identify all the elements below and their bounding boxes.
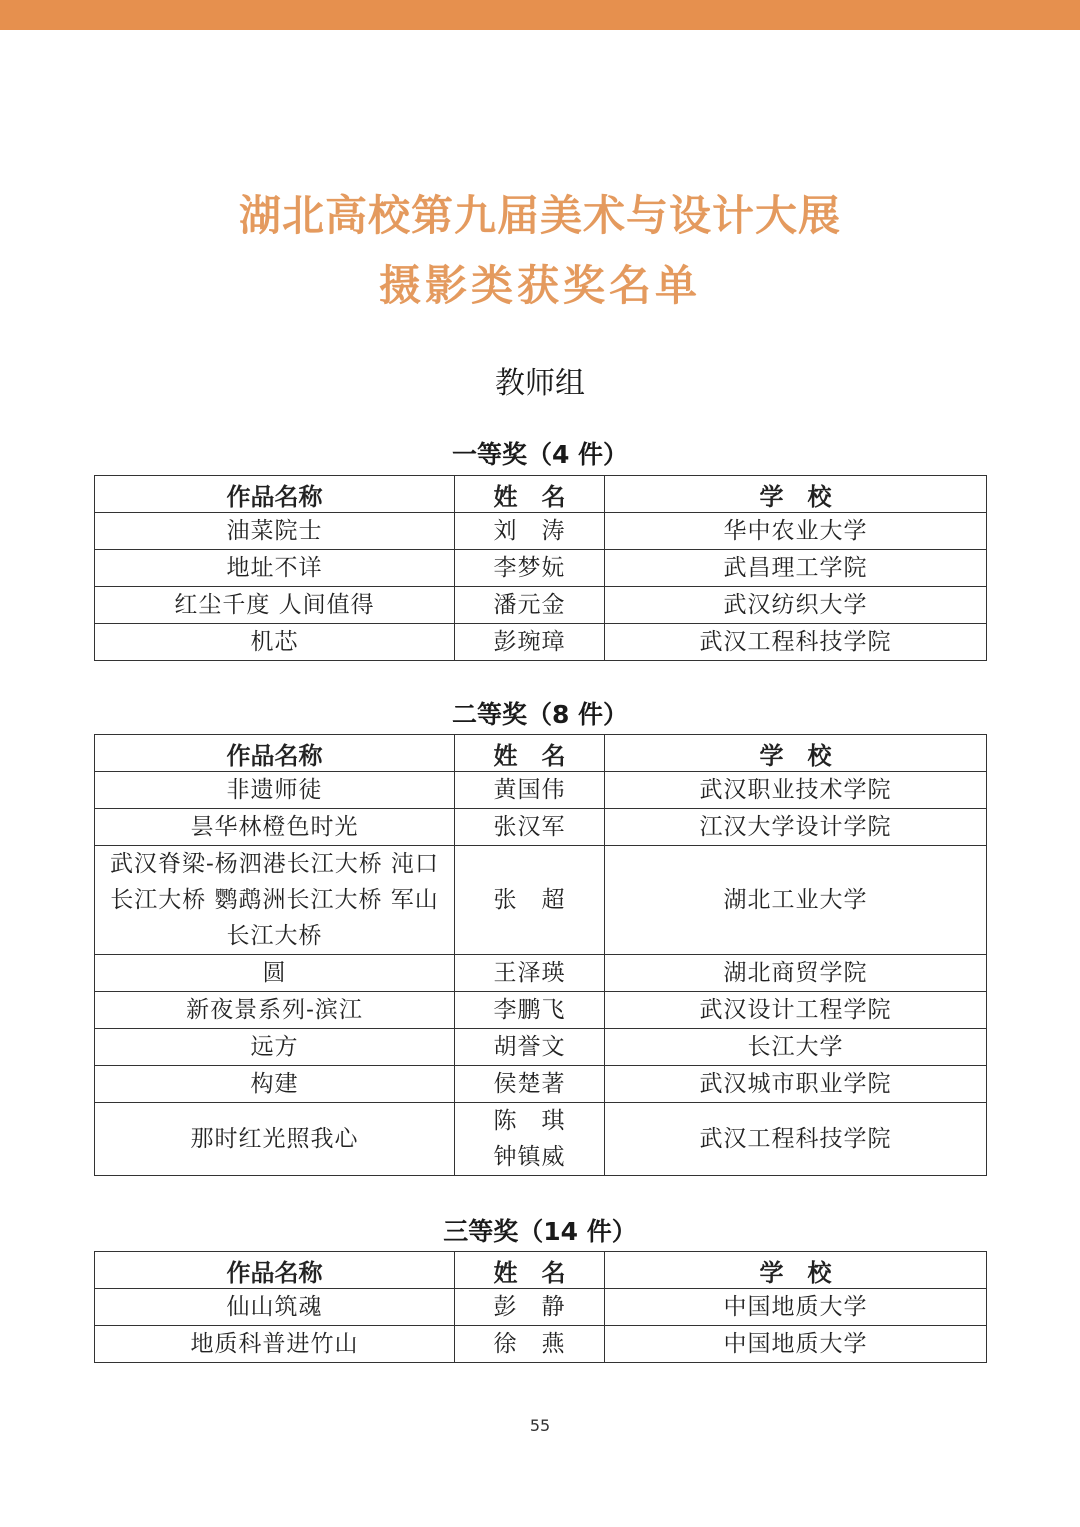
work-cell: 地质科普进竹山 (95, 1326, 455, 1363)
page-title-line2: 摄影类获奖名单 (378, 261, 701, 310)
name-cell: 李鹏飞 (455, 992, 605, 1029)
school-cell: 华中农业大学 (605, 513, 987, 550)
school-cell: 武汉工程科技学院 (605, 624, 987, 661)
third-prize-table (94, 1251, 987, 1363)
group-title: 教师组 (495, 366, 585, 401)
table-row (95, 550, 987, 587)
school-cell: 武汉纺织大学 (605, 587, 987, 624)
column-header-name: 姓 名 (455, 1252, 605, 1289)
school-cell: 湖北商贸学院 (605, 955, 987, 992)
table-row (95, 1066, 987, 1103)
column-header-school: 学 校 (605, 735, 987, 772)
page-number: 55 (529, 1416, 551, 1435)
table-row (95, 992, 987, 1029)
column-header-work: 作品名称 (95, 476, 455, 513)
name-cell: 张汉军 (455, 809, 605, 846)
name-line: 陈 琪 (493, 1108, 566, 1134)
table-row (95, 1326, 987, 1363)
work-cell: 地址不详 (95, 550, 455, 587)
name-cell: 李梦妧 (455, 550, 605, 587)
table-row (95, 513, 987, 550)
table-row (95, 1103, 987, 1176)
first-prize-table (94, 475, 987, 661)
school-cell: 湖北工业大学 (605, 846, 987, 955)
work-cell: 油菜院士 (95, 513, 455, 550)
work-cell: 构建 (95, 1066, 455, 1103)
work-cell: 红尘千度 人间值得 (95, 587, 455, 624)
work-cell: 远方 (95, 1029, 455, 1066)
section-title-third-prize: 三等奖（14 件） (443, 1217, 637, 1246)
name-cell: 胡誉文 (455, 1029, 605, 1066)
work-cell: 机芯 (95, 624, 455, 661)
table-row (95, 624, 987, 661)
name-cell: 张 超 (455, 846, 605, 955)
work-cell: 武汉脊梁-杨泗港长江大桥 沌口长江大桥 鹦鹉洲长江大桥 军山长江大桥 (95, 846, 455, 955)
column-header-school: 学 校 (605, 476, 987, 513)
work-cell: 圆 (95, 955, 455, 992)
school-cell: 武汉设计工程学院 (605, 992, 987, 1029)
school-cell: 江汉大学设计学院 (605, 809, 987, 846)
second-prize-table (94, 734, 987, 1176)
name-cell: 潘元金 (455, 587, 605, 624)
table-header-row (95, 735, 987, 772)
work-cell: 非遗师徒 (95, 772, 455, 809)
table-header-row (95, 476, 987, 513)
table-row (95, 846, 987, 955)
name-cell: 王泽瑛 (455, 955, 605, 992)
table-row (95, 772, 987, 809)
name-cell (455, 1103, 605, 1176)
school-cell: 武汉职业技术学院 (605, 772, 987, 809)
name-cell: 黄国伟 (455, 772, 605, 809)
top-accent-bar (0, 0, 1080, 30)
table-row (95, 587, 987, 624)
table-row (95, 1029, 987, 1066)
school-cell: 武汉城市职业学院 (605, 1066, 987, 1103)
work-cell: 新夜景系列-滨江 (95, 992, 455, 1029)
school-cell: 中国地质大学 (605, 1326, 987, 1363)
page-title-line1: 湖北高校第九届美术与设计大展 (238, 191, 841, 240)
column-header-school: 学 校 (605, 1252, 987, 1289)
name-line: 钟镇威 (493, 1144, 566, 1170)
name-cell: 彭 静 (455, 1289, 605, 1326)
section-title-second-prize: 二等奖（8 件） (451, 700, 629, 729)
table-row (95, 1289, 987, 1326)
name-cell: 彭琬璋 (455, 624, 605, 661)
name-cell: 侯楚著 (455, 1066, 605, 1103)
work-cell: 昙华林橙色时光 (95, 809, 455, 846)
school-cell: 中国地质大学 (605, 1289, 987, 1326)
table-row (95, 809, 987, 846)
school-cell: 长江大学 (605, 1029, 987, 1066)
section-title-first-prize: 一等奖（4 件） (451, 440, 629, 469)
name-cell: 徐 燕 (455, 1326, 605, 1363)
column-header-work: 作品名称 (95, 735, 455, 772)
work-cell: 仙山筑魂 (95, 1289, 455, 1326)
school-cell: 武昌理工学院 (605, 550, 987, 587)
column-header-name: 姓 名 (455, 735, 605, 772)
school-cell: 武汉工程科技学院 (605, 1103, 987, 1176)
table-row (95, 955, 987, 992)
work-cell: 那时红光照我心 (95, 1103, 455, 1176)
column-header-name: 姓 名 (455, 476, 605, 513)
column-header-work: 作品名称 (95, 1252, 455, 1289)
table-header-row (95, 1252, 987, 1289)
name-cell: 刘 涛 (455, 513, 605, 550)
